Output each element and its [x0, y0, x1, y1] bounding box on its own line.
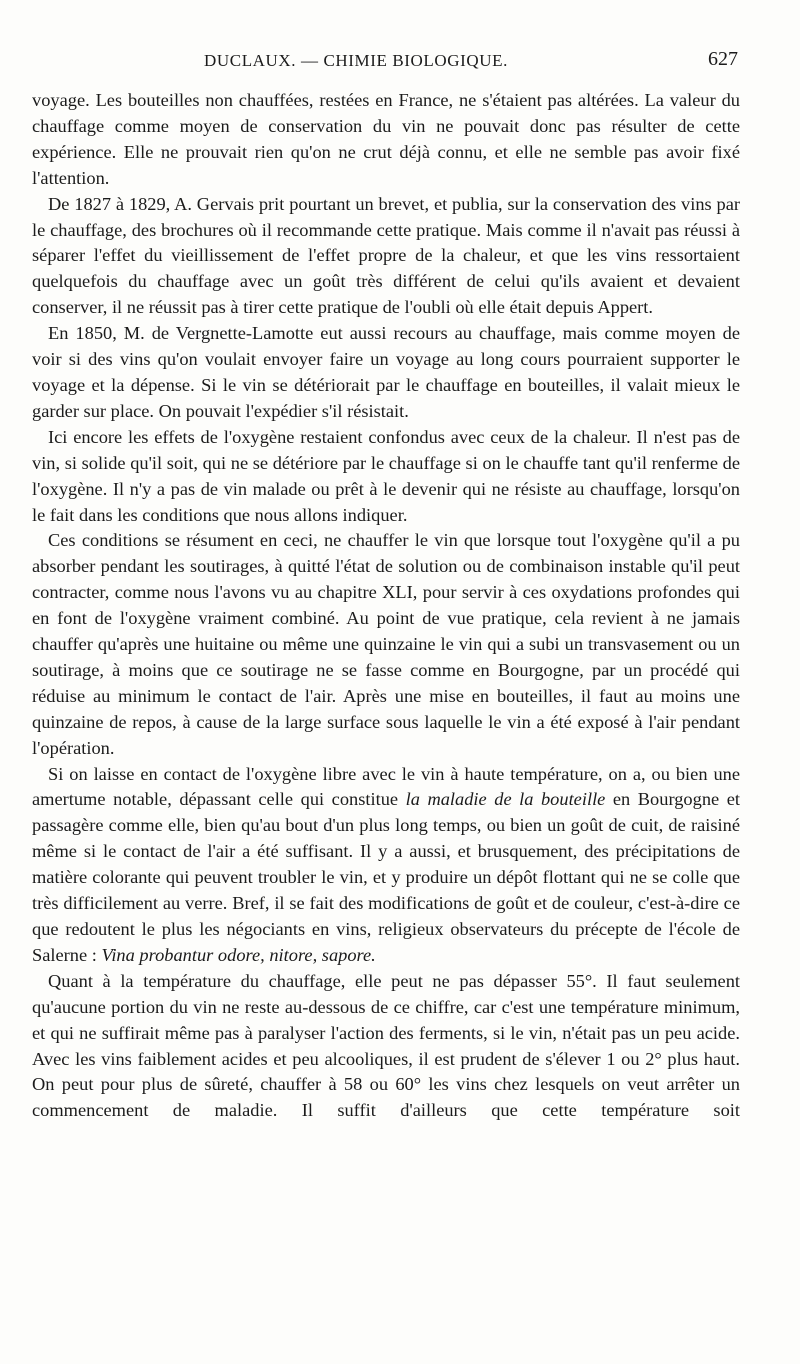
paragraph-1 [32, 88, 740, 192]
paragraph-7 [32, 969, 740, 1124]
paragraph-6 [32, 762, 740, 969]
paragraph-3-text: En 1850, M. de Vergnette-Lamotte eut aussi recours au chauffage, mais comme moyen de voir si des vins qu'on voulait envoyer faire un voyage au long cours pourraient supporter le voyage et la dépense. Si le vin se détériorait par le chauffage en bouteilles, il valait mieux le garder sur place. On pouvait l'expédier s'il résistait. [32, 323, 740, 421]
paragraph-2 [32, 192, 740, 322]
paragraph-6-text-b: en Bourgogne et passagère comme elle, bien qu'au bout d'un plus long temps, ou bien un goût de cuit, de raisiné même si le contact de l'air a été suffisant. Il y a aussi, et brusquement, des précipitations de matière colorante qui peuvent troubler le vin, et y produire un dépôt flottant qui ne se colle que très difficilement au verre. Bref, il se fait des modifications de goût et de couleur, c'est-à-dire ce que redoutent le plus les négociants en vins, religieux observateurs du précepte de l'école de Salerne : [32, 789, 740, 965]
paragraph-5-text: Ces conditions se résument en ceci, ne chauffer le vin que lorsque tout l'oxygène qu'il a pu absorber pendant les soutirages, à quitté l'état de solution ou de combinaison instable qu'il peut contracter, comme nous l'avons vu au chapitre XLI, pour servir à ces oxydations profondes qui en font de l'oxygène vraiment combiné. Au point de vue pratique, cela revient à ne jamais chauffer qu'après une huitaine ou même une quinzaine le vin qui a subi un transvasement ou un soutirage, à moins que ce soutirage ne se fasse comme en Bourgogne, par un procédé qui réduise au minimum le contact de l'air. Après une mise en bouteilles, il faut au moins une quinzaine de repos, à cause de la large surface sous laquelle le vin a été exposé à l'air pendant l'opération. [32, 530, 740, 758]
body-text [32, 88, 740, 1124]
running-head: DUCLAUX. — CHIMIE BIOLOGIQUE. [204, 51, 509, 70]
paragraph-6-italic-1: la maladie de la bouteille [405, 789, 606, 810]
paragraph-4 [32, 425, 740, 529]
paragraph-6-italic-2: Vina probantur odore, nitore, sapore. [101, 944, 376, 965]
paragraph-1-text: voyage. Les bouteilles non chauffées, restées en France, ne s'étaient pas altérées. La valeur du chauffage comme moyen de conservation du vin ne pouvait donc pas résulter de cette expérience. Elle ne prouvait rien qu'on ne crut déjà connu, et elle ne semble pas avoir fixé l'attention. [32, 90, 740, 188]
page-header [32, 48, 738, 78]
paragraph-5 [32, 528, 740, 761]
paragraph-6-text-a: Si on laisse en contact de l'oxygène libre avec le vin à haute température, on a, ou bien une amertume notable, dépassant celle qui constitue [32, 763, 740, 810]
page-number: 627 [708, 48, 738, 70]
paragraph-3 [32, 321, 740, 425]
paragraph-2-text: De 1827 à 1829, A. Gervais prit pourtant un brevet, et publia, sur la conservation des vins par le chauffage, des brochures où il recommande cette pratique. Mais comme il n'avait pas réussi à séparer l'effet du vieillissement de l'effet propre de la chaleur, et que les vins ressortaient quelquefois du chauffage avec un goût très différent de celui qu'ils avaient et devaient conserver, il ne réussit pas à tirer cette pratique de l'oubli où elle était depuis Appert. [32, 193, 740, 318]
paragraph-7-text: Quant à la température du chauffage, elle peut ne pas dépasser 55°. Il faut seulement qu'aucune portion du vin ne reste au-dessous de ce chiffre, car c'est une température minimum, et qui ne suffirait même pas à paralyser l'action des ferments, si le vin, n'était pas un peu acide. Avec les vins faiblement acides et peu alcooliques, il est prudent de s'élever 1 ou 2° plus haut. On peut pour plus de sûreté, chauffer à 58 ou 60° les vins chez lesquels on veut arrêter un commencement de maladie. Il suffit d'ailleurs que cette température soit [32, 970, 740, 1121]
paragraph-4-text: Ici encore les effets de l'oxygène restaient confondus avec ceux de la chaleur. Il n'est pas de vin, si solide qu'il soit, qui ne se détériore par le chauffage si on le chauffe tant qu'il renferme de l'oxygène. Il n'y a pas de vin malade ou prêt à le devenir qui ne résiste au chauffage, lorsqu'on le fait dans les conditions que nous allons indiquer. [32, 426, 740, 525]
